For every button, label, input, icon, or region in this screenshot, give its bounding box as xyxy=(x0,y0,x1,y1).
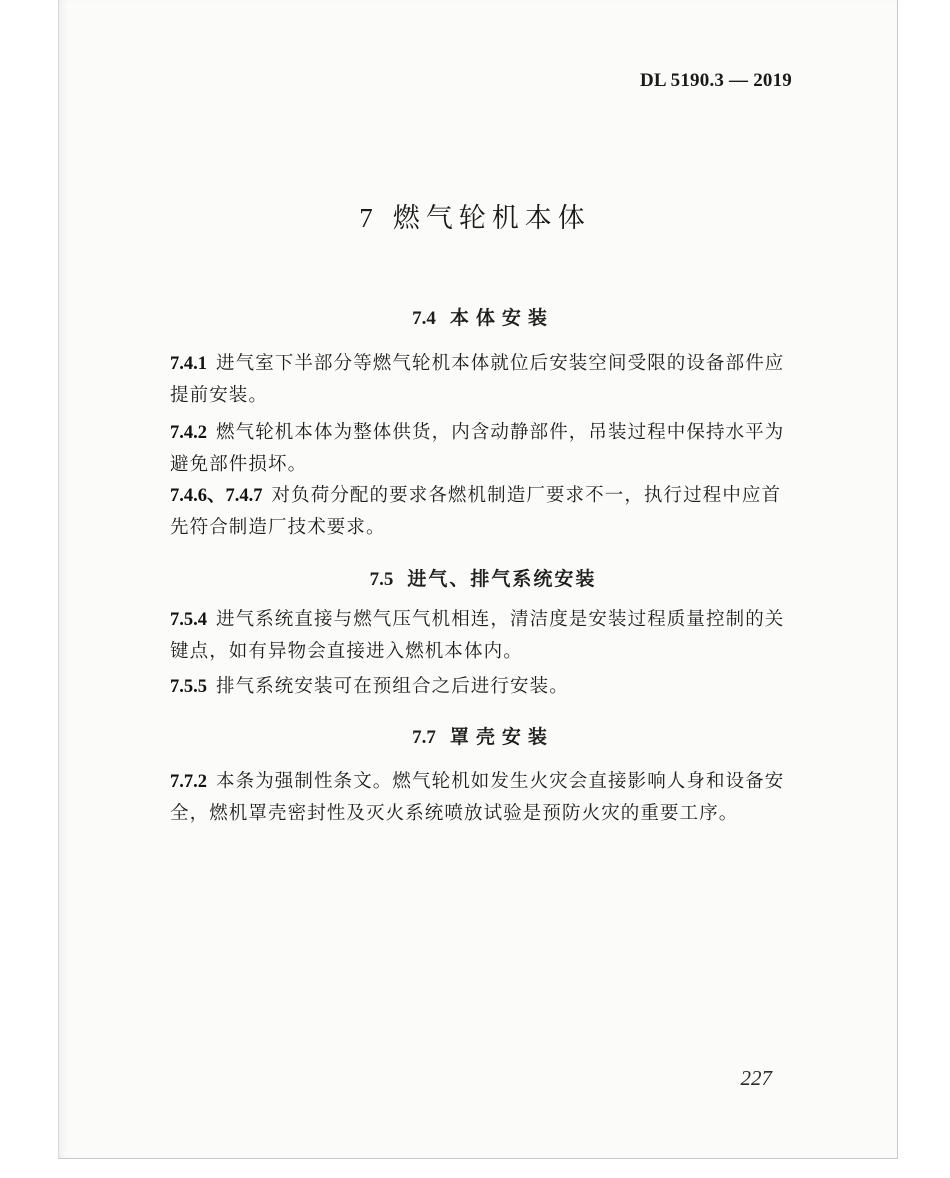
clause-number: 7.4.2 xyxy=(170,423,207,443)
chapter-heading xyxy=(0,196,950,235)
chapter-title: 燃气轮机本体 xyxy=(392,203,591,234)
chapter-number: 7 xyxy=(359,203,379,233)
clause-text: 进气室下半部分等燃气轮机本体就位后安装空间受限的设备部件应提前安装。 xyxy=(170,353,785,406)
clause-text: 本条为强制性条文。燃气轮机如发生火灾会直接影响人身和设备安全，燃机罩壳密封性及灭火系统喷放试验是预防火灾的重要工序。 xyxy=(170,771,785,824)
section-title: 罩壳安装 xyxy=(449,726,554,748)
clause-number: 7.4.6、7.4.7 xyxy=(170,486,263,506)
section-heading-7-4 xyxy=(0,303,950,330)
clause-text: 对负荷分配的要求各燃机制造厂要求不一，执行过程中应首先符合制造厂技术要求。 xyxy=(170,485,782,538)
clause-7-7-2 xyxy=(170,766,795,829)
document-code-header: DL 5190.3 — 2019 xyxy=(639,70,792,91)
clause-number: 7.5.5 xyxy=(170,677,207,697)
section-heading-7-5 xyxy=(0,564,950,591)
clause-text: 进气系统直接与燃气压气机相连，清洁度是安装过程质量控制的关键点，如有异物会直接进入燃机本体内。 xyxy=(170,609,785,662)
section-title: 进气、排气系统安装 xyxy=(407,568,597,590)
page-number: 227 xyxy=(740,1066,772,1090)
clause-7-5-4 xyxy=(170,604,795,667)
section-number: 7.7 xyxy=(412,727,436,748)
clause-number: 7.5.4 xyxy=(170,610,207,630)
section-heading-7-7 xyxy=(0,722,950,749)
clause-7-4-1 xyxy=(170,348,795,411)
clause-text: 排气系统安装可在预组合之后进行安装。 xyxy=(216,676,569,697)
clause-number: 7.4.1 xyxy=(170,354,207,374)
clause-7-4-6-7-4-7 xyxy=(170,480,795,543)
section-title: 本体安装 xyxy=(449,307,554,329)
clause-number: 7.7.2 xyxy=(170,772,207,792)
clause-text: 燃气轮机本体为整体供货，内含动静部件，吊装过程中保持水平为避免部件损坏。 xyxy=(170,422,785,475)
clause-7-5-5 xyxy=(170,671,795,703)
clause-7-4-2 xyxy=(170,417,795,480)
section-number: 7.5 xyxy=(369,569,394,590)
section-number: 7.4 xyxy=(412,308,436,329)
